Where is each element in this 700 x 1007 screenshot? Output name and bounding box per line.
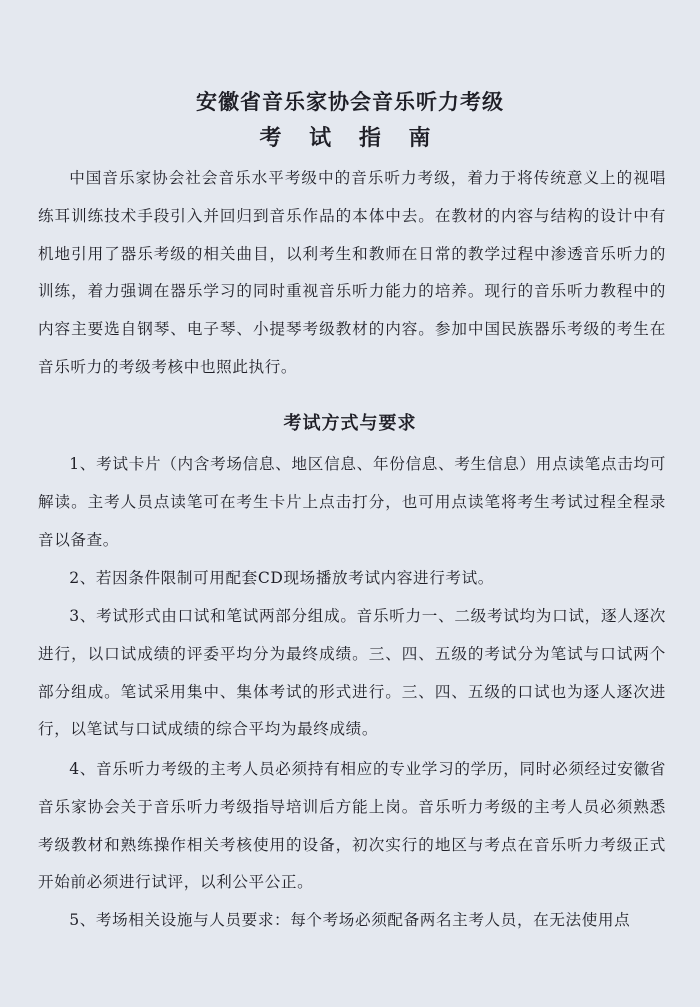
requirement-item-1: 1、考试卡片（内含考场信息、地区信息、年份信息、考生信息）用点读笔点击均可解读。主考人员点读笔可在考生卡片上点击打分，也可用点读笔将考生考试过程全程录音以备查。 [38,455,666,549]
requirement-item-2: 2、若因条件限制可用配套CD现场播放考试内容进行考试。 [69,569,494,587]
section-title: 考试方式与要求 [283,413,417,434]
requirement-item-3: 3、考试形式由口试和笔试两部分组成。音乐听力一、二级考试均为口试，逐人逐次进行，以口试成绩的评委平均分为最终成绩。三、四、五级的考试分为笔试与口试两个部分组成。笔试采用集中、集体考试的形式进行。三、四、五级的口试也为逐人逐次进行，以笔试与口试成绩的综合平均为最终成绩。 [38,607,666,739]
document-subtitle: 考 试 指 南 [259,126,441,151]
requirement-item-4: 4、音乐听力考级的主考人员必须持有相应的专业学习的学历，同时必须经过安徽省音乐家协会关于音乐听力考级指导培训后方能上岗。音乐听力考级的主考人员必须熟悉考级教材和熟练操作相关考核使用的设备，初次实行的地区与考点在音乐听力考级正式开始前必须进行试评，以利公平公正。 [38,760,666,892]
intro-paragraph: 中国音乐家协会社会音乐水平考级中的音乐听力考级，着力于将传统意义上的视唱练耳训练技术手段引入并回归到音乐作品的本体中去。在教材的内容与结构的设计中有机地引用了器乐考级的相关曲目，以利考生和教师在日常的教学过程中渗透音乐听力的训练，着力强调在器乐学习的同时重视音乐听力能力的培养。现行的音乐听力教程中的内容主要选自钢琴、电子琴、小提琴考级教材的内容。参加中国民族器乐考级的考生在音乐听力的考级考核中也照此执行。 [38,169,666,376]
requirement-item-5: 5、考场相关设施与人员要求：每个考场必须配备两名主考人员，在无法使用点 [69,911,631,929]
document-title: 安徽省音乐家协会音乐听力考级 [196,90,504,114]
